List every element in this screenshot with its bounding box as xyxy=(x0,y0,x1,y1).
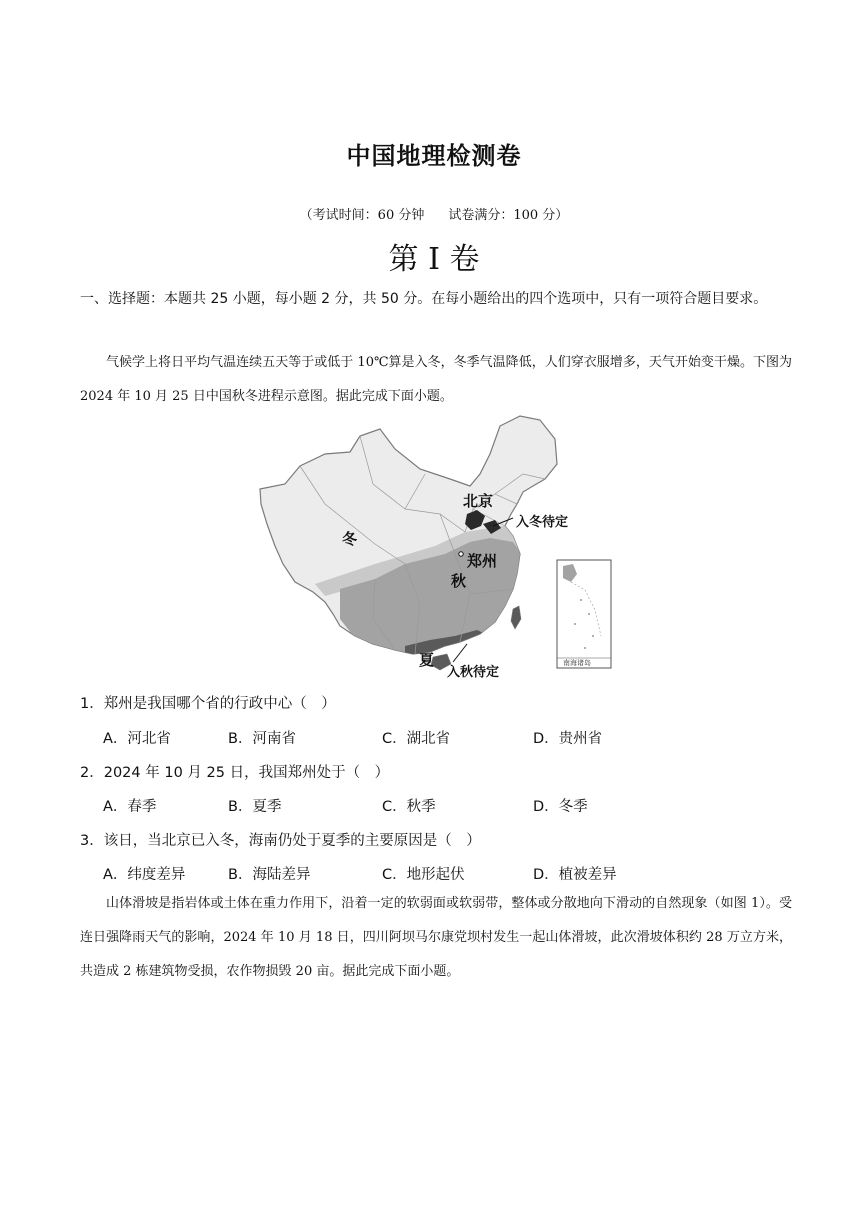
full-score: 试卷满分：100 分） xyxy=(448,208,569,223)
autumn-pending-leader xyxy=(453,644,467,662)
option-a[interactable]: A．纬度差异 xyxy=(103,867,186,883)
document-title: 中国地理检测卷 xyxy=(346,142,522,170)
volume-heading: 第 I 卷 xyxy=(388,242,480,277)
question-2-stem: 2．2024 年 10 月 25 日，我国郑州处于（ ） xyxy=(80,765,390,781)
option-c[interactable]: C．地形起伏 xyxy=(382,867,465,883)
zhengzhou-point xyxy=(459,552,463,556)
option-d[interactable]: D．植被差异 xyxy=(533,867,617,883)
summer-label: 夏 xyxy=(419,651,435,669)
zhengzhou-label: 郑州 xyxy=(467,552,498,570)
autumn-label: 秋 xyxy=(451,572,467,590)
option-b[interactable]: B．夏季 xyxy=(228,799,282,815)
option-b[interactable]: B．河南省 xyxy=(228,731,296,747)
passage-1: 气候学上将日平均气温连续五天等于或低于 10℃算是入冬，冬季气温降低，人们穿衣服增多，天气开始变干燥。下图为 2024 年 10 月 25 日中国秋冬进程示意图。据此完成下面小题。 xyxy=(80,355,792,404)
question-1-stem: 1．郑州是我国哪个省的行政中心（ ） xyxy=(80,696,336,712)
winter-label: 冬 xyxy=(342,530,358,548)
question-3-stem: 3．该日，当北京已入冬，海南仍处于夏季的主要原因是（ ） xyxy=(80,833,481,849)
option-d[interactable]: D．冬季 xyxy=(533,799,588,815)
option-b[interactable]: B．海陆差异 xyxy=(228,867,311,883)
exam-time: （考试时间：60 分钟 xyxy=(299,208,425,223)
winter-pending-label: 入冬待定 xyxy=(516,515,569,530)
option-d[interactable]: D．贵州省 xyxy=(533,731,603,747)
option-a[interactable]: A．河北省 xyxy=(103,731,171,747)
china-season-map xyxy=(255,414,615,684)
option-c[interactable]: C．秋季 xyxy=(382,799,436,815)
taiwan-island xyxy=(511,606,521,629)
option-c[interactable]: C．湖北省 xyxy=(382,731,451,747)
south-sea-inset xyxy=(557,560,611,668)
passage-2: 山体滑坡是指岩体或土体在重力作用下，沿着一定的软弱面或软弱带，整体或分散地向下滑动的自然现象（如图 1）。受连日强降雨天气的影响，2024 年 10 月 18 日，四川阿坝马尔康党坝村发生一起山体滑坡，此次滑坡体积约 28 万立方米，共造成 2 栋建筑物受损，农作物损毁 20 亩。据此完成下面小题。 xyxy=(80,896,792,979)
option-a[interactable]: A．春季 xyxy=(103,799,157,815)
autumn-pending-label: 入秋待定 xyxy=(447,665,500,680)
south-sea-label: 南海诸岛 xyxy=(563,659,591,667)
section-heading: 一、选择题：本题共 25 小题，每小题 2 分，共 50 分。在每小题给出的四个选项中，只有一项符合题目要求。 xyxy=(80,291,768,307)
exam-info xyxy=(0,204,868,223)
beijing-label: 北京 xyxy=(463,492,494,510)
